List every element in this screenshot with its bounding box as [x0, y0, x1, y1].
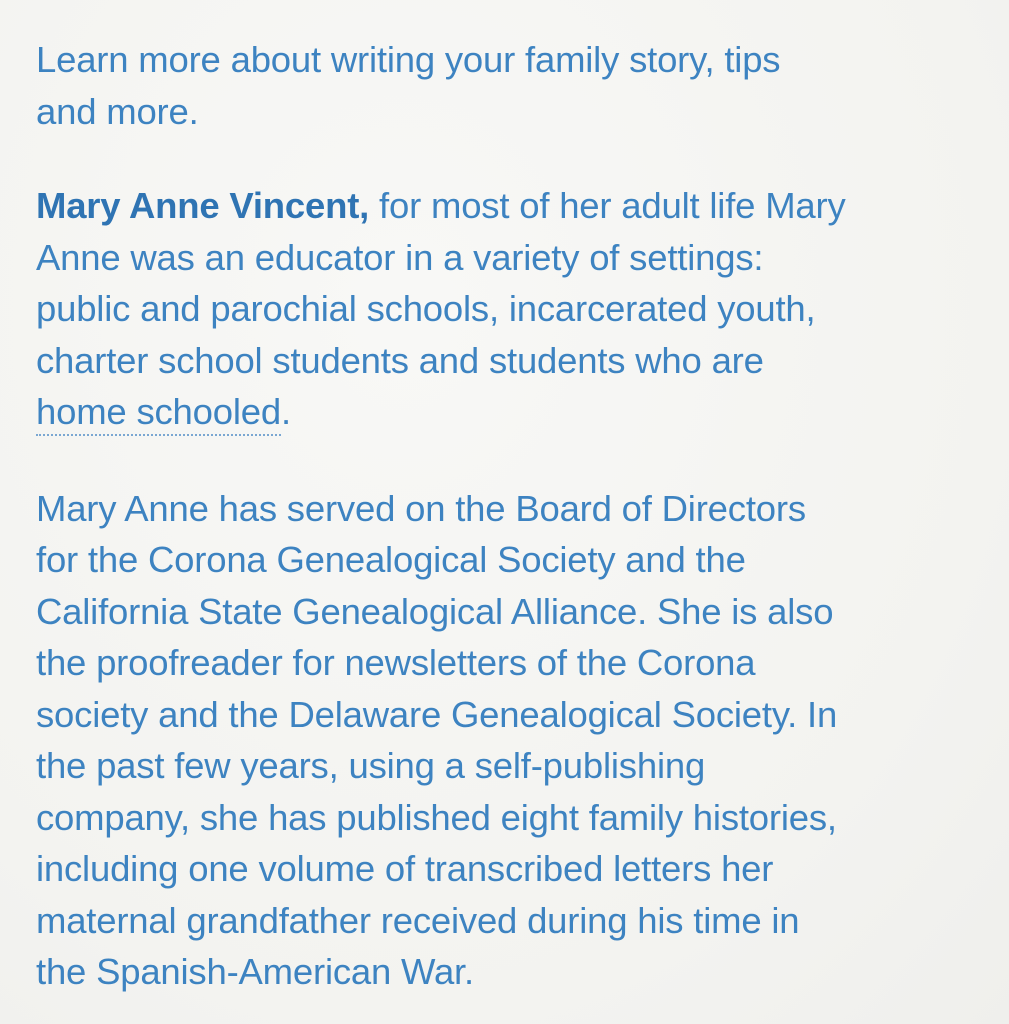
service-line: society and the Delaware Genealogical Society. In: [36, 693, 838, 735]
bio-paragraph: [36, 180, 991, 438]
service-line: company, she has published eight family histories,: [36, 796, 837, 838]
home-schooled-link[interactable]: home schooled: [36, 391, 281, 436]
service-line: the proofreader for newsletters of the Corona: [36, 642, 756, 683]
bio-line-3: public and parochial schools, incarcerated youth,: [36, 288, 816, 329]
intro-paragraph: [36, 34, 991, 137]
bio-line-5: [36, 386, 991, 438]
bio-line-1: [36, 180, 991, 232]
bio-line-1-rest: for most of her adult life Mary: [369, 185, 846, 226]
article-body: [36, 34, 991, 998]
service-line: maternal grandfather received during his time in: [36, 899, 800, 941]
bio-line-4: charter school students and students who are: [36, 339, 764, 381]
service-line: the past few years, using a self-publishing: [36, 745, 706, 786]
intro-line-1: Learn more about writing your family story, tips: [36, 39, 781, 80]
service-line: including one volume of transcribed letters her: [36, 848, 774, 889]
intro-line-2: and more.: [36, 90, 199, 132]
bio-line-2: Anne was an educator in a variety of settings:: [36, 236, 764, 278]
service-line: the Spanish-American War.: [36, 951, 474, 992]
service-line: Mary Anne has served on the Board of Directors: [36, 487, 806, 529]
service-paragraph: [36, 483, 991, 998]
bio-line-5-end: .: [280, 391, 291, 432]
service-line: California State Genealogical Alliance. She is also: [36, 590, 834, 632]
service-line: for the Corona Genealogical Society and the: [36, 539, 746, 580]
author-name: Mary Anne Vincent,: [36, 185, 370, 226]
